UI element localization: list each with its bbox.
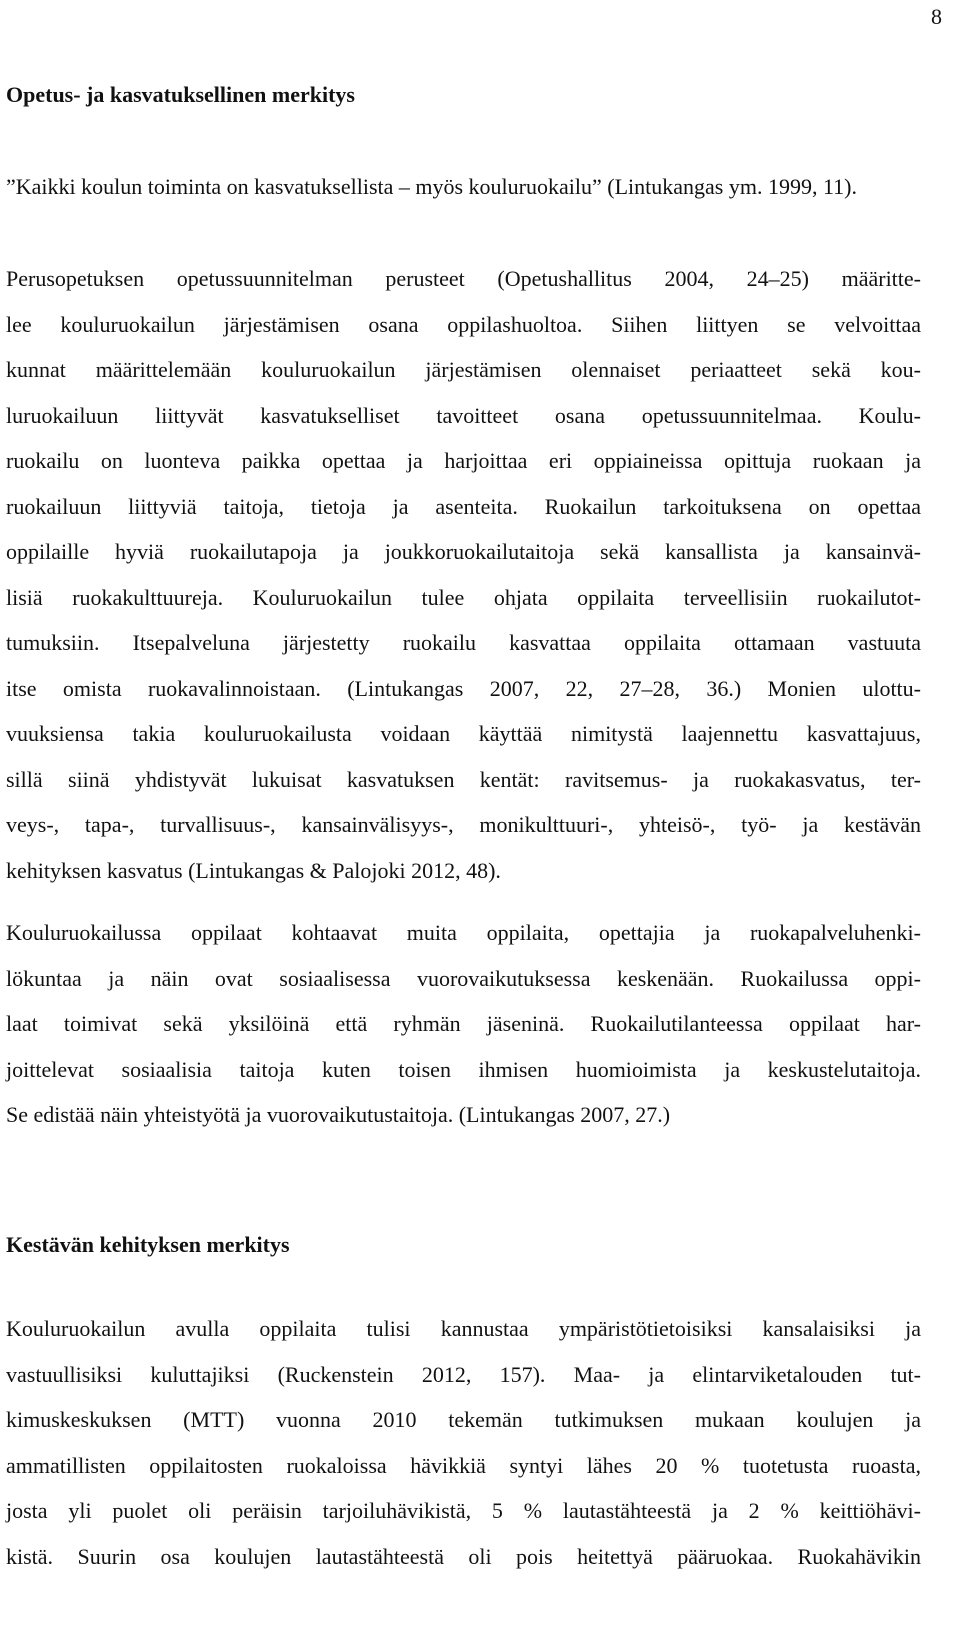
paragraph-line: itse omista ruokavalinnoistaan. (Lintukangas 2007, 22, 27–28, 36.) Monien ulottu- (6, 675, 921, 701)
paragraph-line: laat toimivat sekä yksilöinä että ryhmän jäseninä. Ruokailutilanteessa oppilaat har- (6, 1011, 921, 1036)
paragraph-line: kunnat määrittelemään kouluruokailun järjestämisen olennaiset periaatteet sekä kou- (6, 357, 921, 382)
paragraph-line: Perusopetuksen opetussuunnitelman perusteet (Opetushallitus 2004, 24–25) määritte- (6, 266, 921, 291)
paragraph-line: oppilaille hyviä ruokailutapoja ja joukkoruokailutaitoja sekä kansallista ja kansainvä- (6, 539, 921, 564)
paragraph-line: ammatillisten oppilaitosten ruokaloissa hävikkiä syntyi lähes 20 % tuotetusta ruoasta, (6, 1452, 921, 1478)
page-number: 8 (931, 4, 942, 29)
paragraph-line: kehityksen kasvatus (Lintukangas & Palojoki 2012, 48). (6, 857, 501, 883)
paragraph-line: lee kouluruokailun järjestämisen osana oppilashuoltoa. Siihen liittyen se velvoittaa (6, 311, 921, 337)
paragraph-line: ruokailuun liittyviä taitoja, tietoja ja asenteita. Ruokailun tarkoituksena on opettaa (6, 493, 921, 519)
paragraph-kestava-kehitys (6, 1306, 921, 1579)
paragraph-line: Kouluruokailussa oppilaat kohtaavat muita oppilaita, opettajia ja ruokapalveluhenki- (6, 920, 921, 945)
paragraph-line: vuuksiensa takia kouluruokailusta voidaan käyttää nimitystä laajennettu kasvattajuus, (6, 721, 921, 746)
paragraph-line: Se edistää näin yhteistyötä ja vuorovaikutustaitoja. (Lintukangas 2007, 27.) (6, 1102, 671, 1127)
section-heading-opetus: Opetus- ja kasvatuksellinen merkitys (6, 82, 355, 107)
paragraph-line: tumuksiin. Itsepalveluna järjestetty ruokailu kasvattaa oppilaita ottamaan vastuuta (6, 630, 921, 655)
section-heading-kestava: Kestävän kehityksen merkitys (6, 1232, 290, 1257)
paragraph-line: kistä. Suurin osa koulujen lautastähteestä oli pois heitettyä pääruokaa. Ruokahävikin (6, 1543, 921, 1569)
paragraph-line: luruokailuun liittyvät kasvatukselliset tavoitteet osana opetussuunnitelmaa. Koulu- (6, 402, 921, 428)
paragraph-vuorovaikutus (6, 910, 921, 1138)
paragraph-line: vastuullisiksi kuluttajiksi (Ruckenstein 2012, 157). Maa- ja elintarviketalouden tut- (6, 1361, 921, 1387)
paragraph-opetussuunnitelma (6, 256, 921, 893)
quote-text: ”Kaikki koulun toiminta on kasvatuksellista – myös kouluruokailu” (Lintukangas ym. 1999, 11). (6, 174, 857, 199)
paragraph-line: lökuntaa ja näin ovat sosiaalisessa vuorovaikutuksessa keskenään. Ruokailussa oppi- (6, 965, 921, 991)
paragraph-line: josta yli puolet oli peräisin tarjoiluhävikistä, 5 % lautastähteestä ja 2 % keittiöhävi- (6, 1498, 921, 1523)
opening-quote (6, 172, 921, 202)
paragraph-line: kimuskeskuksen (MTT) vuonna 2010 tekemän tutkimuksen mukaan koulujen ja (6, 1407, 921, 1432)
paragraph-line: veys-, tapa-, turvallisuus-, kansainvälisyys-, monikulttuuri-, yhteisö-, työ- ja kestävän (6, 812, 921, 837)
paragraph-line: ruokailu on luonteva paikka opettaa ja harjoittaa eri oppiaineissa opittuja ruokaan ja (6, 448, 921, 473)
paragraph-line: joittelevat sosiaalisia taitoja kuten toisen ihmisen huomioimista ja keskustelutaitoja. (6, 1056, 921, 1082)
paragraph-line: lisiä ruokakulttuureja. Kouluruokailun tulee ohjata oppilaita terveellisiin ruokailutot- (6, 584, 921, 610)
paragraph-line: Kouluruokailun avulla oppilaita tulisi kannustaa ympäristötietoisiksi kansalaisiksi ja (6, 1316, 921, 1341)
paragraph-line: sillä siinä yhdistyvät lukuisat kasvatuksen kentät: ravitsemus- ja ruokakasvatus, ter- (6, 766, 921, 792)
